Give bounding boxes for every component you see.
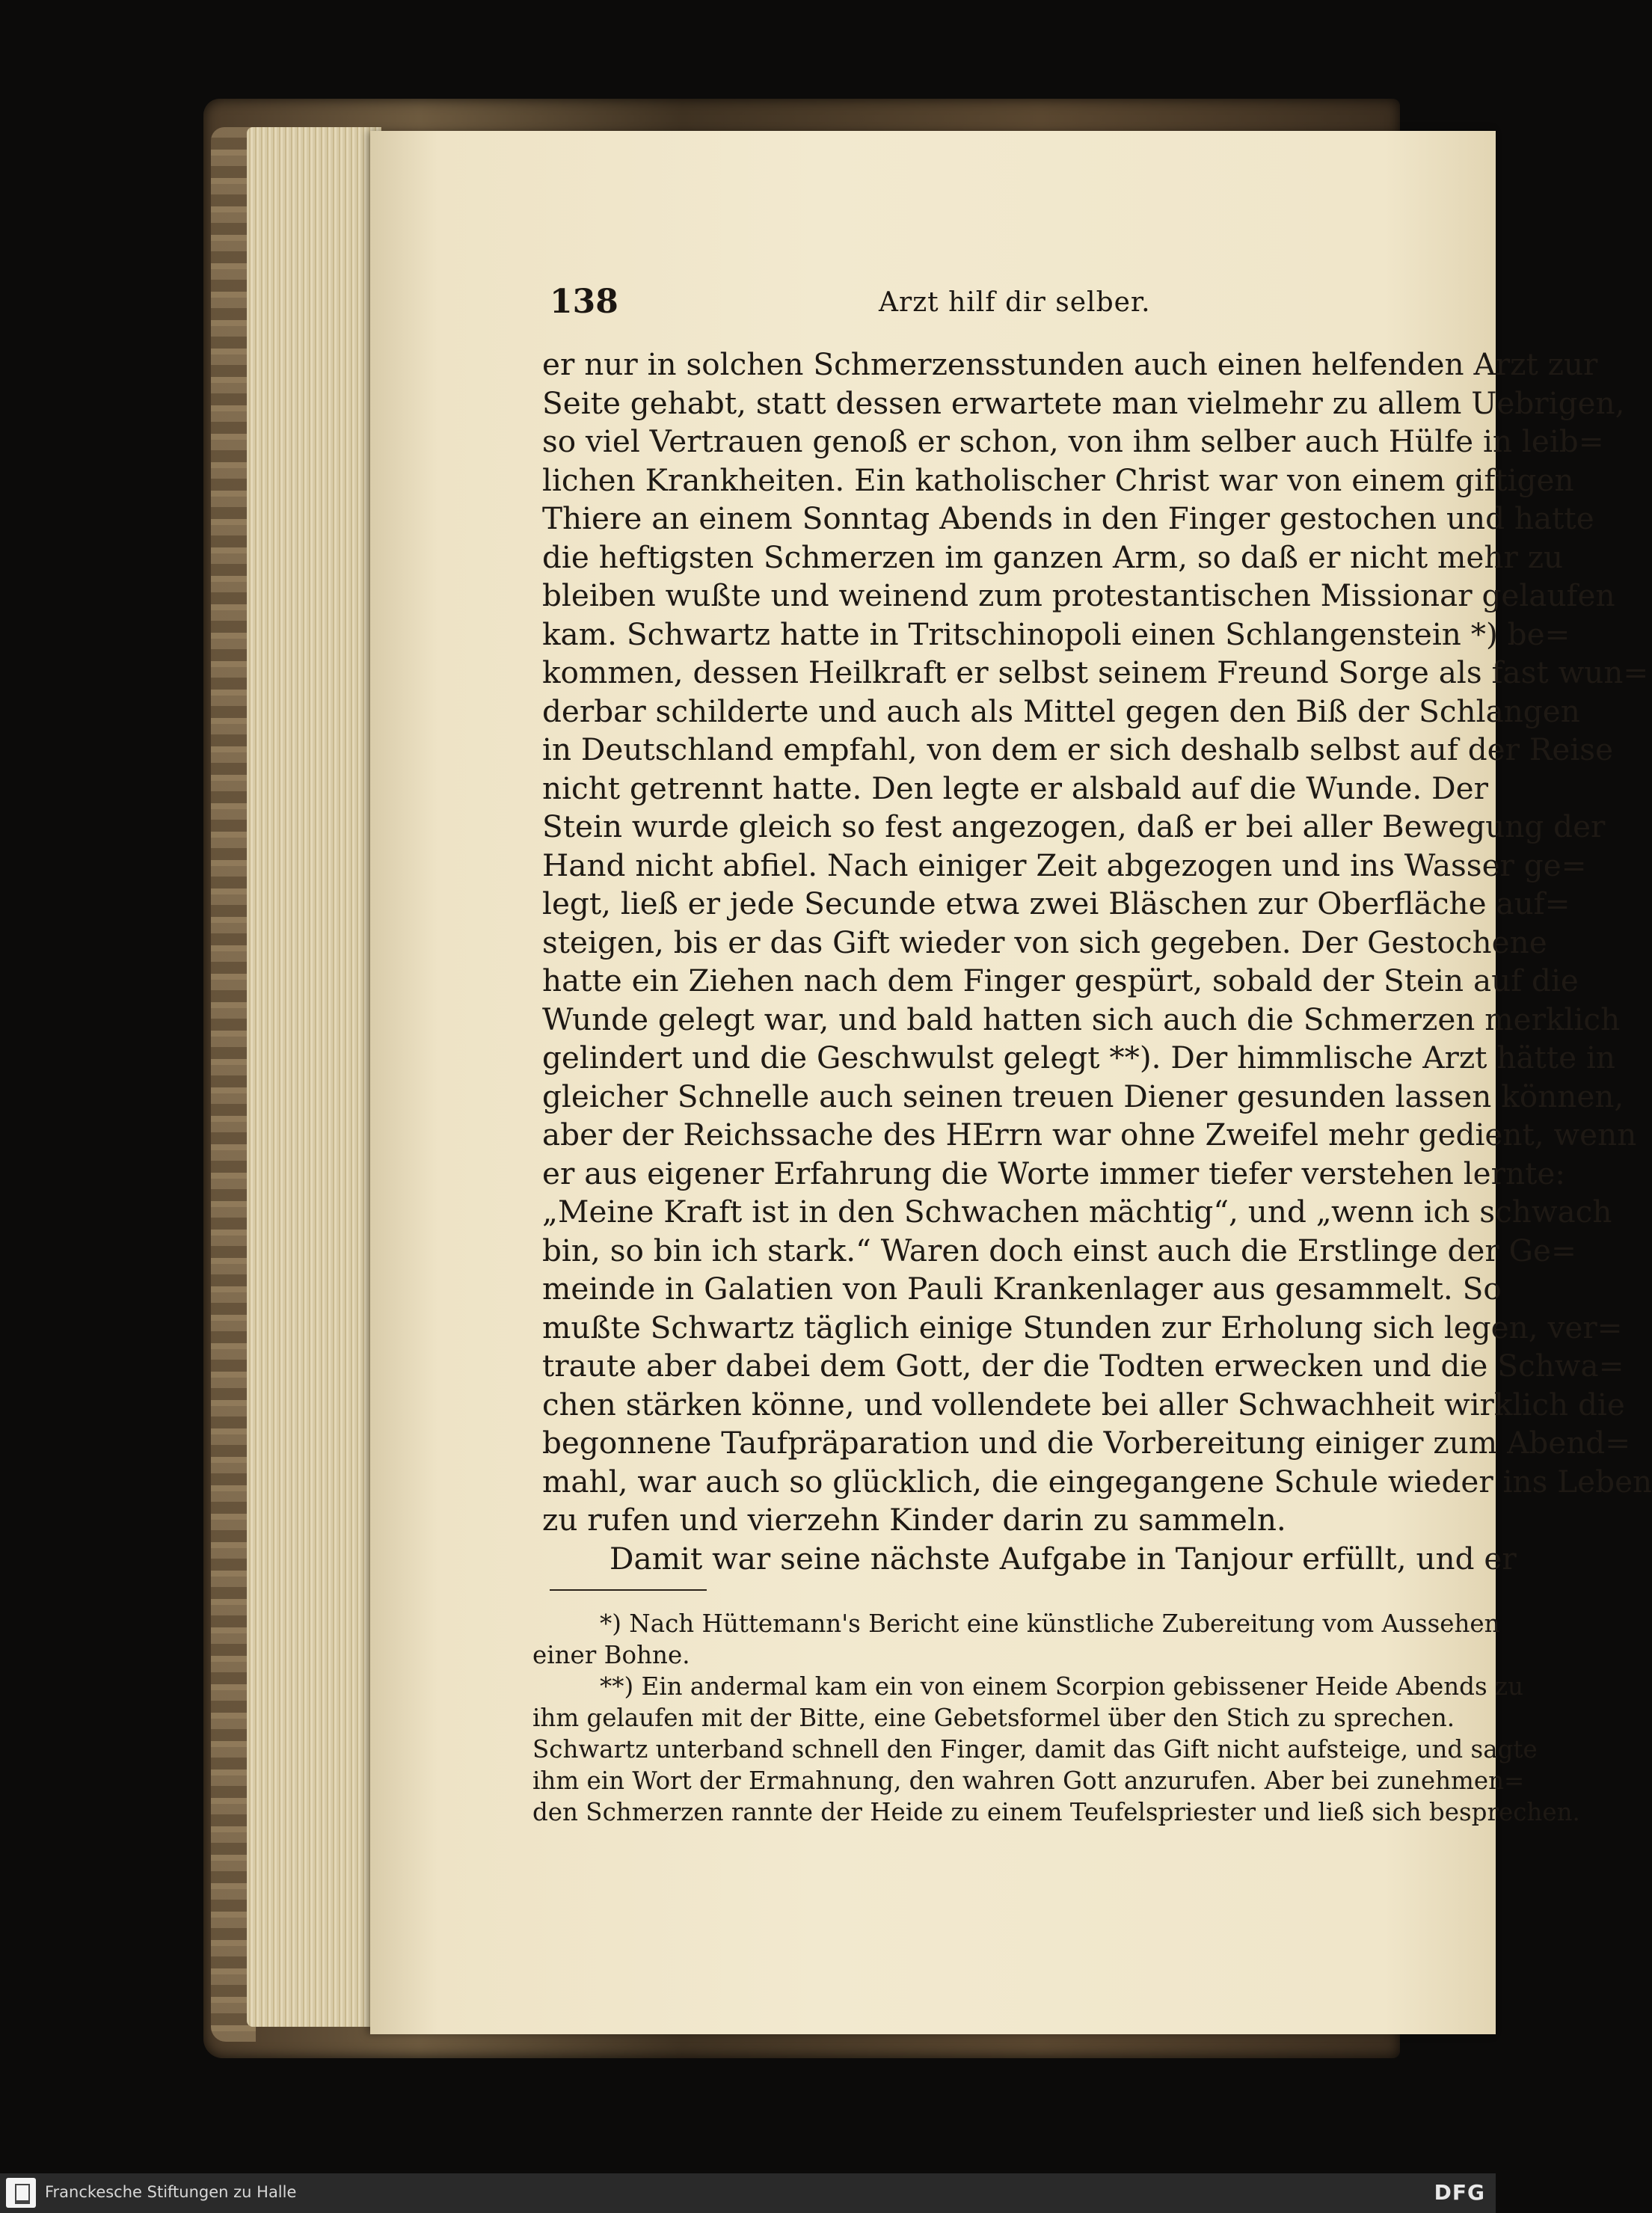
text-line: Seite gehabt, statt dessen erwartete man vielmehr zu allem Uebrigen, <box>542 384 1625 421</box>
text-line: er aus eigener Erfahrung die Worte immer tiefer verstehen lernte: <box>542 1155 1565 1191</box>
page-number: 138 <box>550 283 618 321</box>
text-line: zu rufen und vierzehn Kinder darin zu sammeln. <box>542 1502 1286 1538</box>
text-line: Thiere an einem Sonntag Abends in den Finger gestochen und hatte <box>542 500 1594 536</box>
text-line: bin, so bin ich stark.“ Waren doch einst auch die Erstlinge der Ge= <box>542 1232 1576 1268</box>
institution-name: Franckesche Stiftungen zu Halle <box>45 2183 297 2201</box>
text-line: hatte ein Ziehen nach dem Finger gespürt, sobald der Stein auf die <box>542 963 1579 998</box>
text-line: kam. Schwartz hatte in Tritschinopoli einen Schlangenstein *) be= <box>542 616 1570 652</box>
text-line: „Meine Kraft ist in den Schwachen mächtig“, und „wenn ich schwach <box>542 1194 1612 1230</box>
text-line: bleiben wußte und weinend zum protestantischen Missionar gelaufen <box>542 577 1615 613</box>
page-stack-edge <box>247 127 381 2027</box>
text-line: steigen, bis er das Gift wieder von sich gegeben. Der Gestochene <box>542 924 1547 960</box>
text-line: derbar schilderte und auch als Mittel gegen den Biß der Schlangen <box>542 693 1580 729</box>
footnote-line: **) Ein andermal kam ein von einem Scorpion gebissener Heide Abends zu <box>600 1672 1524 1701</box>
footnote-rule <box>550 1589 707 1591</box>
text-line: mußte Schwartz täglich einige Stunden zur Erholung sich legen, ver= <box>542 1309 1623 1345</box>
dfg-logo: DFG <box>1434 2180 1485 2205</box>
text-line: mahl, war auch so glücklich, die eingegangene Schule wieder ins Leben <box>542 1463 1652 1500</box>
footnote-line: Schwartz unterband schnell den Finger, damit das Gift nicht aufsteige, und sagte <box>532 1735 1538 1764</box>
institution-logo-icon <box>6 2178 36 2208</box>
text-line: gleicher Schnelle auch seinen treuen Diener gesunden lassen können, <box>542 1078 1624 1114</box>
text-line: nicht getrennt hatte. Den legte er alsbald auf die Wunde. Der <box>542 770 1488 806</box>
footnote-line: ihm gelaufen mit der Bitte, eine Gebetsformel über den Stich zu sprechen. <box>532 1704 1455 1732</box>
text-line: Damit war seine nächste Aufgabe in Tanjour erfüllt, und er <box>609 1540 1517 1577</box>
footnote-line: einer Bohne. <box>532 1641 690 1669</box>
text-line: gelindert und die Geschwulst gelegt **). Der himmlische Arzt hätte in <box>542 1040 1615 1075</box>
body-text <box>542 346 1652 1578</box>
text-line: er nur in solchen Schmerzensstunden auch einen helfenden Arzt zur <box>542 346 1598 382</box>
text-line: die heftigsten Schmerzen im ganzen Arm, so daß er nicht mehr zu <box>542 538 1564 575</box>
running-head: Arzt hilf dir selber. <box>879 287 1151 318</box>
text-line: Stein wurde gleich so fest angezogen, daß er bei aller Bewegung der <box>542 808 1606 844</box>
text-line: aber der Reichssache des HErrn war ohne Zweifel mehr gedient, wenn <box>542 1117 1637 1152</box>
text-line: traute aber dabei dem Gott, der die Todten erwecken und die Schwa= <box>542 1348 1624 1384</box>
text-line: lichen Krankheiten. Ein katholischer Christ war von einem giftigen <box>542 461 1574 498</box>
text-line: chen stärken könne, und vollendete bei aller Schwachheit wirklich die <box>542 1386 1625 1422</box>
text-line: legt, ließ er jede Secunde etwa zwei Bläschen zur Oberfläche auf= <box>542 885 1570 921</box>
text-line: meinde in Galatien von Pauli Krankenlager aus gesammelt. So <box>542 1271 1502 1307</box>
text-line: Hand nicht abfiel. Nach einiger Zeit abgezogen und ins Wasser ge= <box>542 847 1587 883</box>
footnote-line: den Schmerzen rannte der Heide zu einem Teufelspriester und ließ sich besprechen. <box>532 1798 1580 1826</box>
viewer-footer <box>0 2173 1496 2213</box>
text-line: so viel Vertrauen genoß er schon, von ihm selber auch Hülfe in leib= <box>542 423 1604 459</box>
footnotes <box>532 1608 1580 1828</box>
text-line: Wunde gelegt war, und bald hatten sich auch die Schmerzen merklich <box>542 1001 1621 1037</box>
footnote-line: ihm ein Wort der Ermahnung, den wahren Gott anzurufen. Aber bei zunehmen= <box>532 1767 1525 1795</box>
footnote-line: *) Nach Hüttemann's Bericht eine künstliche Zubereitung vom Aussehen <box>600 1609 1500 1638</box>
page-header <box>550 283 1417 328</box>
text-line: in Deutschland empfahl, von dem er sich deshalb selbst auf der Reise <box>542 731 1614 767</box>
text-line: begonnene Taufpräparation und die Vorbereitung einiger zum Abend= <box>542 1425 1631 1461</box>
text-line: kommen, dessen Heilkraft er selbst seinem Freund Sorge als fast wun= <box>542 654 1649 690</box>
